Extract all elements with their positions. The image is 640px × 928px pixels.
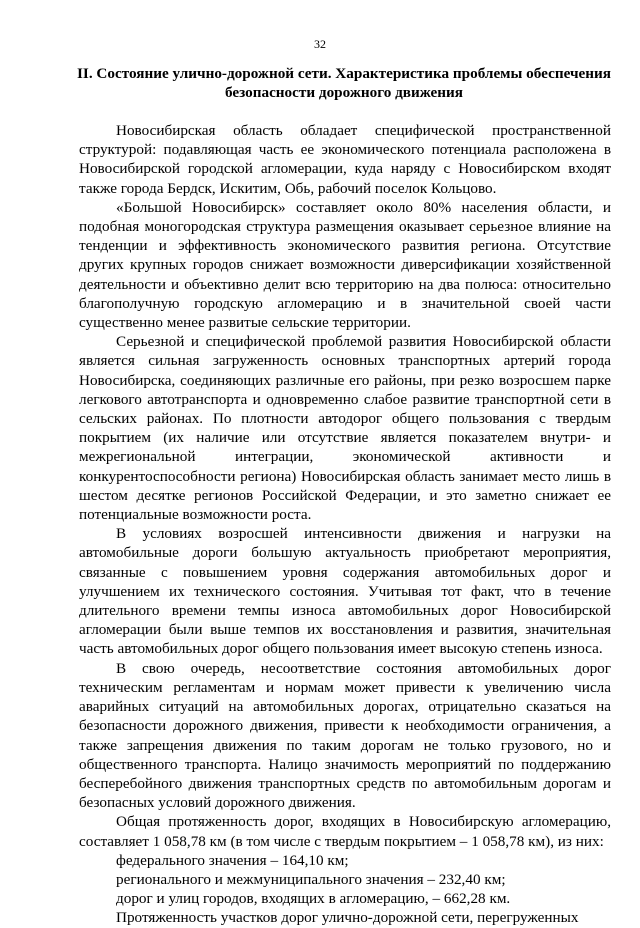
section-heading-line-1: II. Состояние улично-дорожной сети. Характеристика проблемы обеспечения	[77, 65, 611, 82]
paragraph-big-novosibirsk: «Большой Новосибирск» составляет около 80% населения области, и подобная моногородская структура размещения оказывает серьезное влияние на тенденции и эффективность экономического развития региона. Отсутствие других крупных городов снижает возможности диверсификации хозяйственной деятельности и объективно делит всю территорию на два полюса: относительно благополучную городскую агломерацию и в значительной своей части существенно менее развитые сельские территории.	[79, 198, 611, 332]
list-item-city-roads: дорог и улиц городов, входящих в агломерацию, – 662,28 км.	[116, 890, 511, 908]
list-item-federal: федерального значения – 164,10 км;	[116, 851, 349, 869]
paragraph-transport-problem: Серьезной и специфической проблемой развития Новосибирской области является сильная загруженность основных транспортных артерий города Новосибирска, соединяющих различные его районы, при резко возросшем парке легкового автотранспорта и одновременно слабое развитие транспортной сети в сельских районах. По плотности автодорог общего пользования с твердым покрытием (их наличие или отсутствие является показателем внутри- и межрегиональной интеграции, экономической активности и конкурентоспособности региона) Новосибирская область занимает место лишь в шестом десятке регионов Российской Федерации, и это заметно снижает ее потенциальные возможности роста.	[79, 333, 611, 524]
paragraph-overloaded-sections: Протяженность участков дорог улично-дорожной сети, перегруженных	[116, 909, 579, 927]
section-heading-line-2: безопасности дорожного движения	[224, 84, 464, 101]
body-text	[79, 121, 611, 928]
paragraph-road-length: Общая протяженность дорог, входящих в Новосибирскую агломерацию, составляет 1 058,78 км (в том числе с твердым покрытием – 1 058,78 км), из них:	[79, 813, 611, 850]
list-item-regional: регионального и межмуниципального значения – 232,40 км;	[116, 870, 506, 888]
paragraph-agglomeration: Новосибирская область обладает специфической пространственной структурой: подавляющая часть ее экономического потенциала расположена в Новосибирской городской агломерации, куда наряду с Новосибирском входят также города Бердск, Искитим, Обь, рабочий поселок Кольцово.	[79, 122, 611, 197]
section-heading	[74, 64, 614, 102]
page-number: 32	[314, 37, 326, 51]
paragraph-road-maintenance: В условиях возросшей интенсивности движения и нагрузки на автомобильные дороги большую актуальность приобретают мероприятия, связанные с повышением уровня содержания автомобильных дорог и улучшением их технического состояния. Учитывая тот факт, что в течение длительного времени темпы износа автомобильных дорог Новосибирской агломерации были выше темпов их восстановления и развития, значительная часть автомобильных дорог общего пользования имеет высокую степень износа.	[79, 525, 611, 658]
paragraph-road-safety: В свою очередь, несоответствие состояния автомобильных дорог техническим регламентам и нормам может привести к увеличению числа аварийных ситуаций на автомобильных дорогах, отрицательно сказаться на безопасности дорожного движения, привести к необходимости ограничения, а также запрещения движения по таким дорогам не только грузового, но и общественного транспорта. Налицо значимость мероприятий по поддержанию бесперебойного движения транспортных средств по автомобильным дорогам и безопасных условий дорожного движения.	[79, 659, 611, 812]
